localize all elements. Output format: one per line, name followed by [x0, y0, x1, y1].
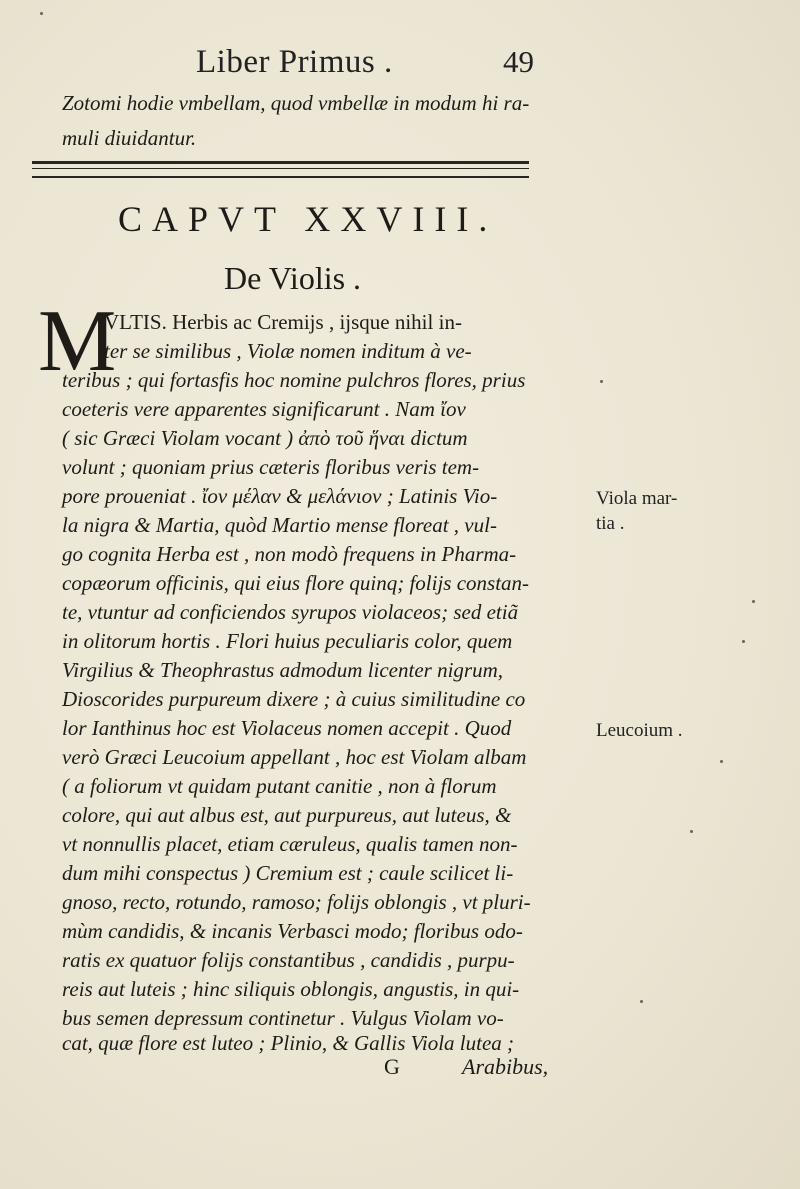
section-title: De Violis . [224, 260, 362, 296]
body-line: lor Ianthinus hoc est Violaceus nomen accepit . Quod [62, 716, 512, 740]
ornamental-rule [32, 176, 529, 178]
body-line: te, vtuntur ad conficiendos syrupos violaceos; sed etiã [62, 600, 519, 624]
marginal-note-viola-martia-cont: tia . [596, 513, 625, 534]
ink-speck [720, 760, 723, 763]
ornamental-rule [32, 168, 529, 169]
body-line: gnoso, recto, rotundo, ramoso; folijs oblongis , vt pluri- [62, 890, 531, 914]
body-line: cat, quæ flore est luteo ; Plinio, & Gallis Viola lutea ; [62, 1031, 515, 1055]
catchword: Arabibus, [462, 1054, 549, 1079]
page-number: 49 [503, 44, 534, 79]
body-line: reis aut luteis ; hinc siliquis oblongis, angustis, in qui- [62, 977, 520, 1001]
ink-speck [742, 640, 745, 643]
body-line: colore, qui aut albus est, aut purpureus, aut luteus, & [62, 803, 512, 827]
ornamental-rule [32, 161, 529, 164]
running-head: Liber Primus . [196, 44, 393, 80]
body-line: go cognita Herba est , non modò frequens in Pharma- [62, 542, 517, 566]
body-line: verò Græci Leucoium appellant , hoc est Violam albam [62, 745, 527, 769]
body-line: bus semen depressum continetur . Vulgus Violam vo- [62, 1006, 504, 1030]
marginal-note-leucoium: Leucoium . [596, 720, 683, 741]
drop-cap: M [38, 293, 117, 390]
body-line: VLTIS. Herbis ac Cremijs , ijsque nihil in- [104, 310, 462, 334]
body-line: la nigra & Martia, quòd Martio mense floreat , vul- [62, 513, 497, 537]
body-line: in olitorum hortis . Flori huius peculiaris color, quem [62, 629, 513, 653]
body-line: pore proueniat . ἴον μέλαν & μελάνιον ; Latinis Vio- [62, 484, 498, 508]
ink-speck [690, 830, 693, 833]
body-line: Virgilius & Theophrastus admodum licenter nigrum, [62, 658, 503, 682]
ink-speck [752, 600, 755, 603]
body-line: teribus ; qui fortasfis hoc nomine pulchros flores, prius [62, 368, 526, 392]
chapter-heading: CAPVT XXVIII. [118, 199, 498, 239]
carryover-line-1: Zotomi hodie vmbellam, quod vmbellæ in modum hi ra- [62, 91, 530, 115]
body-line: mùm candidis, & incanis Verbasci modo; floribus odo- [62, 919, 523, 943]
body-line: volunt ; quoniam prius cæteris floribus veris tem- [62, 455, 480, 479]
signature-mark: G [384, 1054, 400, 1079]
ink-speck [600, 380, 603, 383]
body-line: coeteris vere apparentes significarunt . Nam ἴον [62, 397, 466, 421]
ink-speck [640, 1000, 643, 1003]
body-line: ratis ex quatuor folijs constantibus , candidis , purpu- [62, 948, 515, 972]
marginal-note-viola-martia: Viola mar- [596, 488, 678, 509]
body-line: ( sic Græci Violam vocant ) ἀπὸ τοῦ ἥναι dictum [62, 426, 468, 450]
body-line: vt nonnullis placet, etiam cæruleus, qualis tamen non- [62, 832, 518, 856]
ink-speck [40, 12, 43, 15]
body-line: copæorum officinis, qui eius flore quinq; folijs constan- [62, 571, 530, 595]
body-line: Dioscorides purpureum dixere ; à cuius similitudine co [62, 687, 526, 711]
body-line: ( a foliorum vt quidam putant canitie , non à florum [62, 774, 497, 798]
body-line: dum mihi conspectus ) Cremium est ; caule scilicet li- [62, 861, 514, 885]
carryover-line-2: muli diuidantur. [62, 126, 197, 150]
body-line: ter se similibus , Violæ nomen inditum à ve- [104, 339, 472, 363]
